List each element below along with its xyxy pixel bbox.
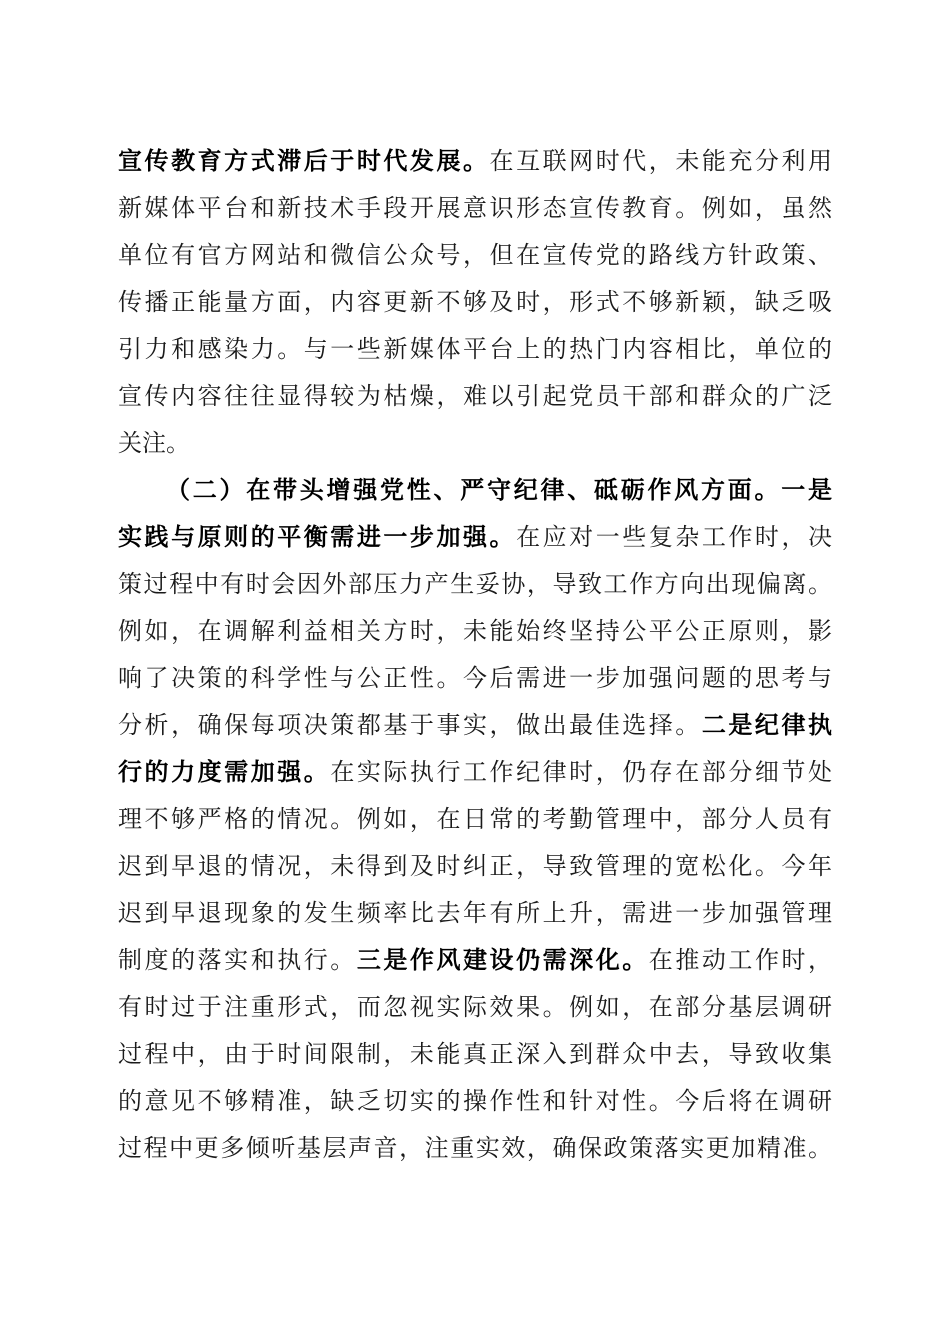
- text-line: [118, 890, 832, 937]
- body-text: 例如，在调解利益相关方时，未能始终坚持公平公正原则，影: [118, 617, 832, 645]
- body-text: 单位有官方网站和微信公众号，但在宣传党的路线方针政策、: [118, 241, 832, 269]
- body-text: 策过程中有时会因外部压力产生妥协，导致工作方向出现偏离。: [118, 570, 832, 598]
- body-text: 引力和感染力。与一些新媒体平台上的热门内容相比，单位的: [118, 335, 832, 363]
- text-line: [118, 608, 832, 655]
- text-line: [118, 702, 832, 749]
- paragraph-propaganda: [118, 138, 832, 467]
- text-line: [118, 232, 832, 279]
- text-line: [118, 843, 832, 890]
- text-line: [118, 561, 832, 608]
- text-line: [118, 749, 832, 796]
- body-text: 在互联网时代，未能充分利用: [489, 147, 833, 175]
- bold-heading: 实践与原则的平衡需进一步加强。: [118, 523, 517, 551]
- body-text: 关注。: [118, 429, 190, 457]
- text-line: [118, 514, 832, 561]
- text-line: [118, 1078, 832, 1125]
- paragraph-discipline: [118, 467, 832, 1172]
- body-text: 宣传内容往往显得较为枯燥，难以引起党员干部和群众的广泛: [118, 382, 832, 410]
- text-line: [118, 420, 832, 467]
- bold-heading: 行的力度需加强。: [118, 758, 331, 786]
- text-line: [118, 373, 832, 420]
- section-heading-line: [118, 467, 832, 514]
- bold-heading: 三是作风建设仍需深化。: [356, 946, 649, 974]
- text-line: [118, 138, 832, 185]
- bold-heading: 二是纪律执: [701, 711, 833, 739]
- body-text: 过程中更多倾听基层声音，注重实效，确保政策落实更加精准。: [118, 1134, 832, 1162]
- body-text: 新媒体平台和新技术手段开展意识形态宣传教育。例如，虽然: [118, 194, 832, 222]
- text-line: [118, 984, 832, 1031]
- body-text: 分析，确保每项决策都基于事实，做出最佳选择。: [118, 711, 702, 739]
- body-text: 在应对一些复杂工作时，决: [516, 523, 833, 551]
- text-line: [118, 326, 832, 373]
- text-line: [118, 1125, 832, 1172]
- body-text: 的意见不够精准，缺乏切实的操作性和针对性。今后将在调研: [118, 1087, 832, 1115]
- body-text: 传播正能量方面，内容更新不够及时，形式不够新颖，缺乏吸: [118, 288, 832, 316]
- text-line: [118, 796, 832, 843]
- text-line: [118, 185, 832, 232]
- text-line: [118, 937, 832, 984]
- body-text: 在推动工作时，: [648, 946, 833, 974]
- body-text: 迟到早退现象的发生频率比去年有所上升，需进一步加强管理: [118, 899, 832, 927]
- bold-heading: 宣传教育方式滞后于时代发展。: [118, 147, 490, 175]
- body-text: 制度的落实和执行。: [118, 946, 357, 974]
- text-line: [118, 1031, 832, 1078]
- body-text: 有时过于注重形式，而忽视实际效果。例如，在部分基层调研: [118, 993, 832, 1021]
- body-text: 过程中，由于时间限制，未能真正深入到群众中去，导致收集: [118, 1040, 832, 1068]
- document-page: [118, 138, 832, 1172]
- body-text: 迟到早退的情况，未得到及时纠正，导致管理的宽松化。今年: [118, 852, 832, 880]
- text-line: [118, 655, 832, 702]
- section-heading: （二）在带头增强党性、严守纪律、砥砺作风方面。一是: [166, 476, 832, 504]
- body-text: 理不够严格的情况。例如，在日常的考勤管理中，部分人员有: [118, 805, 832, 833]
- body-text: 在实际执行工作纪律时，仍存在部分细节处: [330, 758, 833, 786]
- body-text: 响了决策的科学性与公正性。今后需进一步加强问题的思考与: [118, 664, 832, 692]
- text-line: [118, 279, 832, 326]
